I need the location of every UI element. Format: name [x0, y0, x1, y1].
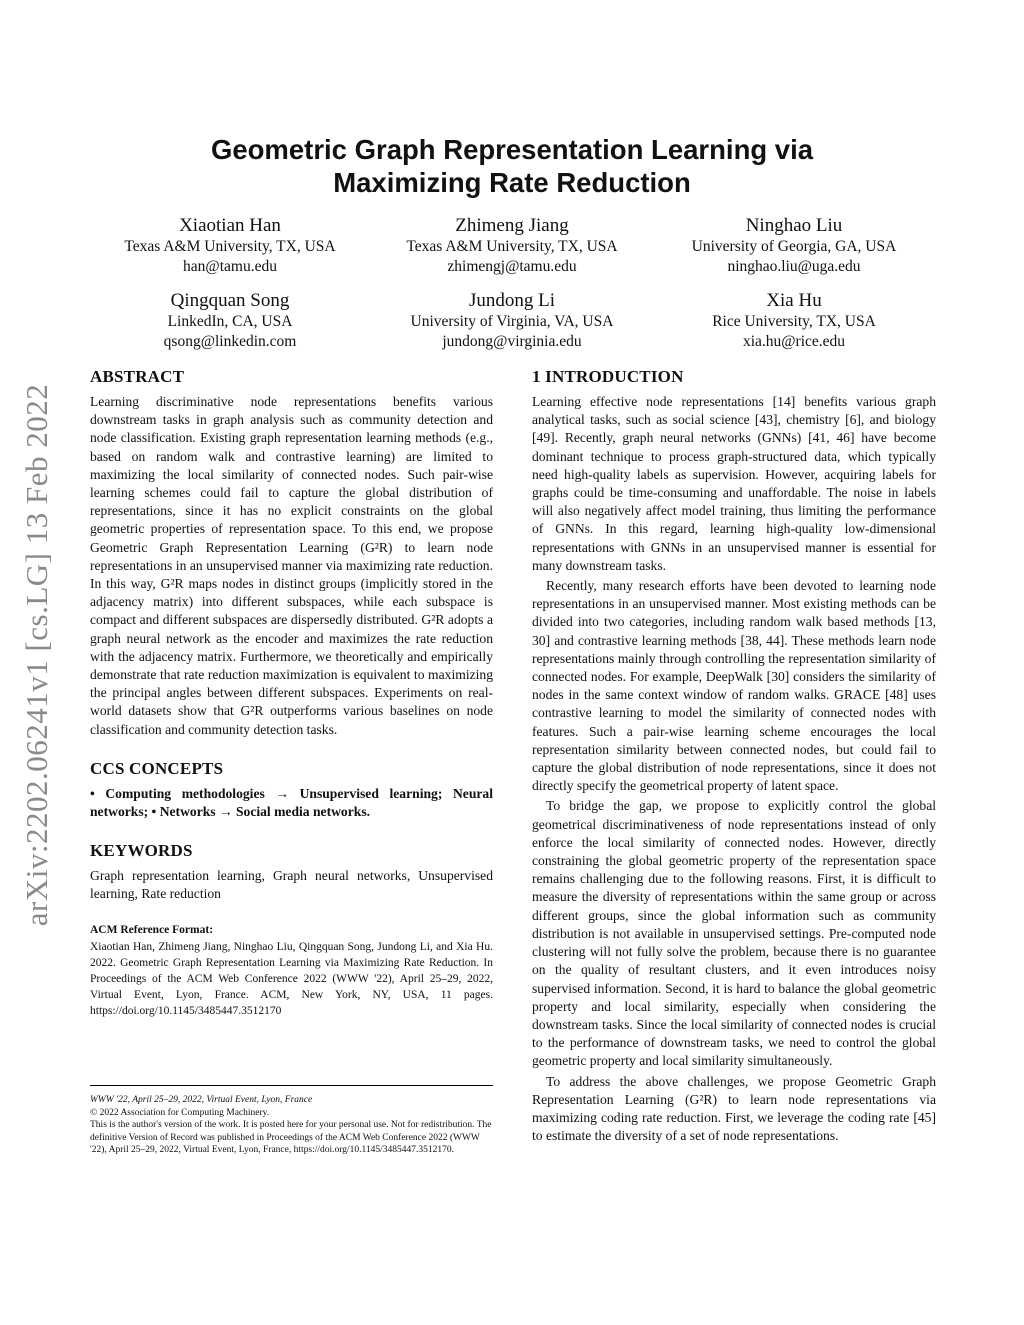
keywords-section — [90, 841, 493, 903]
footnote-venue: WWW '22, April 25–29, 2022, Virtual Event, Lyon, France — [90, 1095, 313, 1105]
intro-paragraph: Learning effective node representations [14] benefits various graph analytical tasks, such as social science [43], chemistry [6], and biology [49]. Recently, graph neural networks (GNNs) [41, 46] have become dominant technique to process graph-structured data, which typically need high-quality labels as supervision. However, acquiring labels for graphs could be time-consuming and unaffordable. The noise in labels will also negatively affect model training, thus limiting the performance of GNNs. In this regard, learning high-quality low-dimensional representations with GNNs in an unsupervised manner is essential for many downstream tasks. — [532, 394, 936, 573]
title-line-1: Geometric Graph Representation Learning via — [210, 134, 814, 165]
author — [654, 214, 934, 277]
author-affiliation: Texas A&M University, TX, USA — [124, 238, 336, 255]
author-name: Xia Hu — [766, 290, 822, 311]
title-line-2: Maximizing Rate Reduction — [333, 167, 691, 198]
author-name: Zhimeng Jiang — [455, 215, 569, 236]
arxiv-identifier: arXiv:2202.06241v1 [cs.LG] 13 Feb 2022 — [19, 383, 54, 927]
ccs-heading: CCS CONCEPTS — [90, 758, 224, 778]
author-email[interactable]: jundong@virginia.edu — [442, 333, 582, 350]
acm-reference-text: Xiaotian Han, Zhimeng Jiang, Ninghao Liu, Qingquan Song, Jundong Li, and Xia Hu. 2022. Geometric Graph Representation Learning via Maximizing Rate Reduction. In Proceedings of the ACM Web Conference 2022 (WWW '22), April 25–29, 2022, Virtual Event, Lyon, France. ACM, New York, NY, USA, 11 pages. https://doi.org/10.1145/3485447.3512170 — [90, 940, 493, 1017]
intro-paragraph: Recently, many research efforts have been devoted to learning node representations in an unsupervised manner. Most existing methods can be divided into two categories, including random walk based methods [13, 30] and contrastive learning methods [38, 44]. These methods learn node representations mainly through controlling the representation similarity of connected nodes. For example, DeepWalk [30] considers the similarity of nodes in the same context window of random walks. GRACE [48] uses contrastive learning to model the similarity of connected nodes with features. Such a pair-wise learning scheme encourages the local representation similarity between connected nodes, but could fail to capture the global distribution of node representations, since it does not directly specify the geometrical property of latent space. — [532, 578, 936, 794]
left-column — [90, 367, 493, 1039]
ccs-text: • Computing methodologies → Unsupervised learning; Neural networks; • Networks → Social media networks. — [90, 785, 493, 820]
author-email[interactable]: han@tamu.edu — [183, 258, 277, 275]
author-email[interactable]: xia.hu@rice.edu — [742, 333, 846, 350]
author-affiliation: University of Georgia, GA, USA — [691, 238, 897, 255]
author-name: Ninghao Liu — [745, 215, 843, 236]
intro-heading: 1 INTRODUCTION — [532, 367, 684, 386]
ccs-section — [90, 759, 493, 821]
author-name: Jundong Li — [468, 290, 556, 311]
author-name: Qingquan Song — [170, 290, 290, 311]
author-row-2 — [90, 289, 934, 352]
author-row-1 — [90, 214, 934, 277]
author — [654, 289, 934, 352]
paper-title — [90, 133, 934, 199]
intro-paragraph: To bridge the gap, we propose to explicitly control the global geometrical discriminativeness of node representations instead of only enforce the local similarity of connected nodes. However, directly constraining the global geometric property of the representation space remains challenging due to the following reasons. First, it is difficult to measure the diversity of representations within the same group or across different groups, since the global information such as community distribution is not available in unsupervised settings. Pre-computed node clustering will not fully solve the problem, because there is no guarantee on the quality of resultant clusters, and it even introduces noisy supervised information. Second, it is hard to balance the global geometric property and local similarity, especially when considering the downstream tasks. Since the local similarity of connected nodes is crucial to the performance of downstream tasks, we need to control the global geometric property and local similarity simultaneously. — [532, 798, 936, 1069]
author-email[interactable]: qsong@linkedin.com — [163, 333, 297, 350]
author — [90, 214, 370, 277]
abstract-text: Learning discriminative node representations benefits various downstream tasks in graph analysis such as community detection and node classification. Existing graph representation learning methods (e.g., based on random walk and contrastive learning) are limited to maximizing the local similarity of connected nodes. Such pair-wise learning schemes could fail to capture the global distribution of representations, since it has no explicit constraints on the global geometric properties of representation space. To this end, we propose Geometric Graph Representation Learning (G²R) to learn node representations in an unsupervised manner via maximizing rate reduction. In this way, G²R maps nodes in distinct groups (implicitly stored in the adjacency matrix) into different subspaces, while each subspace is compact and different subspaces are dispersedly distributed. G²R adopts a graph neural network as the encoder and maximizes the rate reduction with the adjacency matrix. Furthermore, we theoretically and empirically demonstrate that rate reduction maximization is equivalent to maximizing the principal angles between different subspaces. Experiments on real-world datasets show that G²R outperforms various baselines on node classification and community detection tasks. — [90, 394, 493, 737]
right-column — [532, 367, 936, 1145]
copyright-footnote — [90, 1085, 493, 1157]
keywords-text: Graph representation learning, Graph neural networks, Unsupervised learning, Rate reduction — [90, 868, 493, 902]
acm-reference — [90, 924, 493, 1019]
author-affiliation: University of Virginia, VA, USA — [410, 313, 614, 330]
author — [372, 289, 652, 352]
intro-paragraph: To address the above challenges, we propose Geometric Graph Representation Learning (G²R) to learn node representations via maximizing coding rate reduction. First, we leverage the coding rate [45] to estimate the diversity of a set of node representations. — [532, 1073, 936, 1144]
author-affiliation: Rice University, TX, USA — [712, 313, 876, 330]
author-email[interactable]: zhimengj@tamu.edu — [447, 258, 577, 275]
keywords-heading: KEYWORDS — [90, 841, 193, 861]
abstract-section — [90, 367, 493, 739]
acm-reference-label: ACM Reference Format: — [90, 923, 214, 936]
footnote-notice: This is the author's version of the work. It is posted here for your personal use. Not for redistribution. The definitive Version of Record was published in Proceedings of the ACM Web Conference 2022 (WWW '22), April 25–29, 2022, Virtual Event, Lyon, France, https://doi.org/10.1145/3485447.3512170. — [90, 1120, 492, 1156]
author — [372, 214, 652, 277]
author-affiliation: LinkedIn, CA, USA — [167, 313, 293, 330]
author-block — [90, 214, 934, 364]
footnote-copyright: © 2022 Association for Computing Machinery. — [90, 1107, 270, 1118]
author-email[interactable]: ninghao.liu@uga.edu — [727, 258, 861, 275]
arxiv-sidebar — [12, 360, 62, 950]
author — [90, 289, 370, 352]
abstract-heading: ABSTRACT — [90, 367, 185, 386]
author-name: Xiaotian Han — [179, 215, 281, 236]
author-affiliation: Texas A&M University, TX, USA — [406, 238, 618, 255]
